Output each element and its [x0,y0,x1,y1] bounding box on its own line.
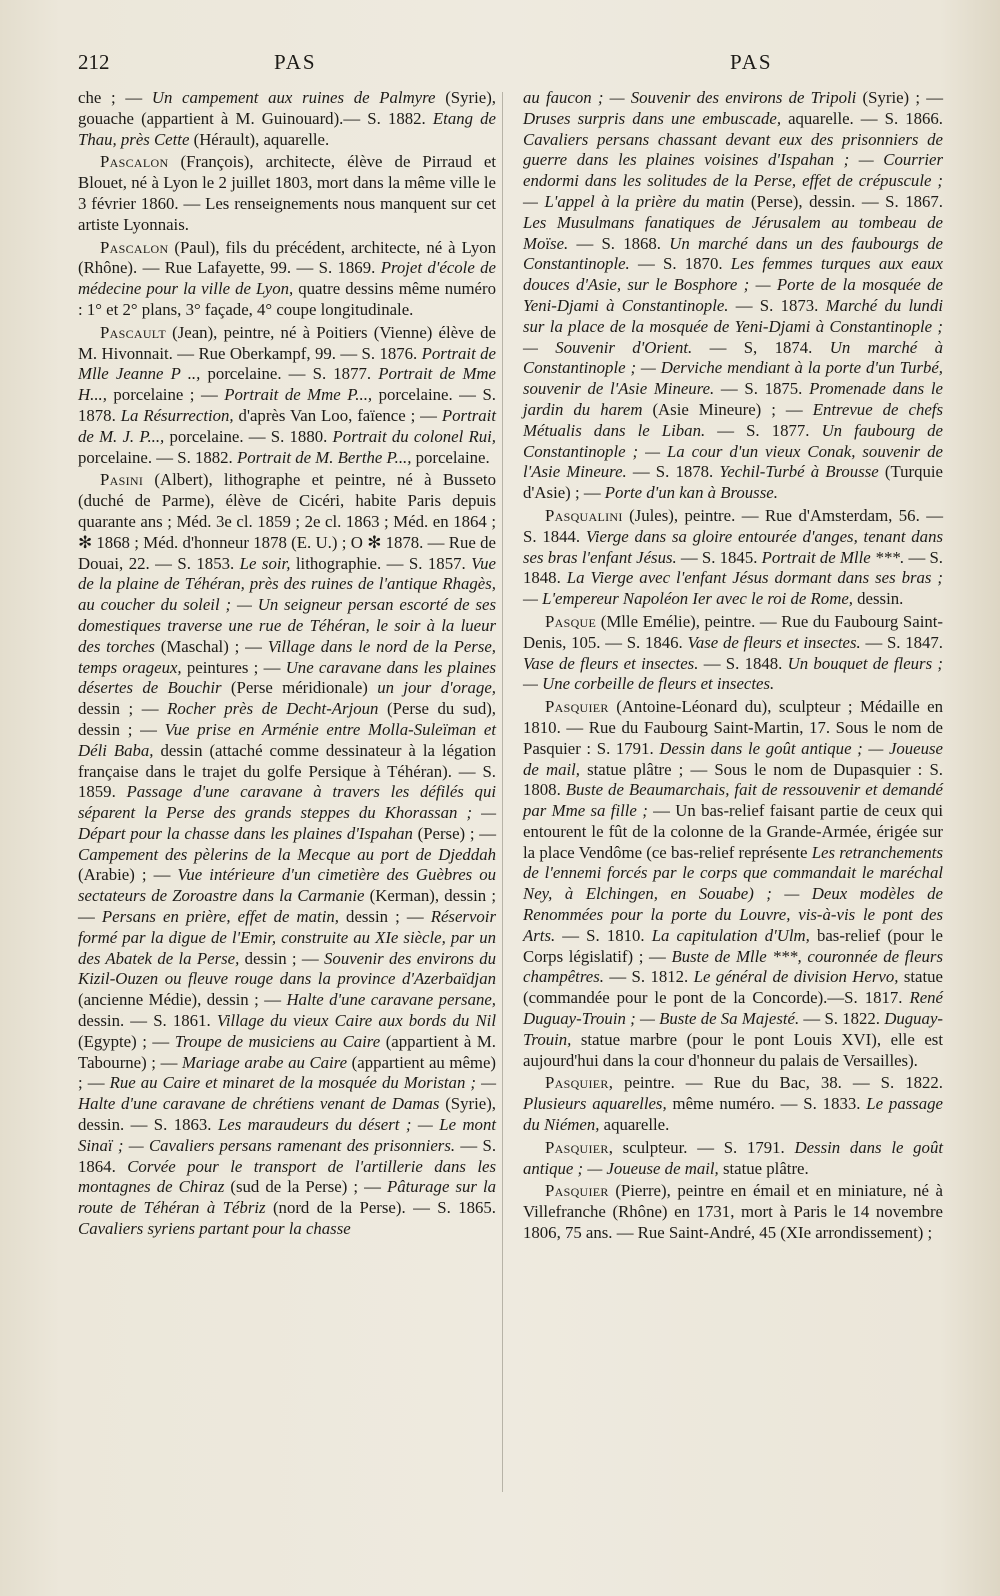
left-column [78,88,496,1242]
artwork-title: Portrait de M. Berthe P..., [236,447,412,467]
artwork-title: Le passage du Niémen, [523,1094,943,1135]
entry-headword: Pasque [545,611,597,631]
dictionary-entry [78,88,496,150]
artwork-title: Portrait du colonel Rui, [332,426,496,446]
artwork-title: Porte d'un kan à Brousse. [604,483,778,503]
entry-text: bas-relief (pour le Corps législatif) ; — [523,925,943,966]
entry-text: (Jean), peintre, né à Poitiers (Vienne) élève de M. Hivonnait. — Rue Oberkampf, 99. — S. 1876. [78,322,496,363]
artwork-title: Les femmes turques aux eaux douces d'Asie, sur le Bosphore ; — Porte de la mosquée de Yeni-Djami à Constantinople. [523,254,943,315]
artwork-title: Un marché à Constantinople ; — Derviche mendiant à la porte d'un Turbé, souvenir de l'Asie Mineure. [523,337,943,399]
entry-text: statue (commandée pour le pont de la Concorde).—S. 1817. [523,967,943,1008]
dictionary-entry [523,506,943,610]
artwork-title: au faucon ; — Souvenir des environs de Tripoli [523,88,857,107]
page-header [0,50,1000,80]
artwork-title: Buste de Mlle ***, couronnée de fleurs champêtres. [523,946,943,987]
entry-text: dessin ; — [239,948,325,968]
entry-text: , peintre. — Rue du Bac, 38. — S. 1822. [608,1073,943,1093]
entry-text: (Syrie), gouache (appartient à M. Guinouard).— S. 1882. [78,88,496,128]
artwork-title: La Vierge avec l'enfant Jésus dormant dans ses bras ; — L'empereur Napoléon Ier avec le roi de Rome, [523,568,944,609]
dictionary-entry [78,238,496,321]
entry-text: — S. 1848. [523,547,943,588]
artwork-title: La Résurrection, [120,405,234,425]
artwork-title: La capitulation d'Ulm, [651,925,810,945]
entry-text: porcelaine ; — [106,385,225,405]
artwork-title: Vue prise en Arménie entre Molla-Suleïman et Déli Baba, [78,719,497,760]
running-head-right: PAS [730,50,773,74]
entry-text: (Syrie) ; — [856,88,943,107]
artwork-title: Cavaliers syriens partant pour la chasse [78,1219,351,1239]
entry-headword: Pasqualini [545,505,623,525]
entry-text: peintures ; — [181,657,286,677]
artwork-title: Mariage arabe au Caire [181,1052,348,1072]
right-column [523,88,943,1246]
entry-text: che ; — [78,88,152,107]
entry-text: , sculpteur. — S. 1791. [608,1137,795,1157]
artwork-title: Portrait de Mlle ***. [761,547,905,567]
entry-text: (Arabie) ; — [78,865,178,885]
entry-text: (Albert), lithographe et peintre, né à Busseto (duché de Parme), élève de Cicéri, habite Paris depuis quarante ans ; Méd. 3e cl. 1859 ; 2e cl. 1863 ; Méd. en 1864 ; ✻ 1868 ; Méd. d'honneur 1878 (E. U.) ; O ✻ 1878. — Rue de Douai, 22. — S. 1853. [78,470,496,573]
entry-headword: Pasquier [545,1073,609,1093]
entry-text: (Perse), dessin. — S. 1867. [744,191,943,211]
entry-text: — S. 1864. [78,1135,497,1176]
entry-text: (Egypte) ; — [78,1031,175,1051]
column-rule [502,92,503,1492]
artwork-title: Portrait de Mlle Jeanne P .., [78,343,496,384]
entry-headword: Pascault [100,322,166,342]
dictionary-entry [523,1138,943,1180]
entry-text: — S. 1822. [799,1009,885,1029]
entry-text: d'après Van Loo, faïence ; — [233,405,442,425]
artwork-title: Entrevue de chefs Métualis dans le Liban. [523,399,943,440]
entry-headword: Pasquier [545,1181,609,1201]
entry-text: (Syrie), dessin. — S. 1863. [78,1094,496,1135]
artwork-title: Un faubourg de Constantinople ; — La cour d'un vieux Conak, souvenir de l'Asie Mineure. [523,420,943,482]
entry-text: (Maschal) ; — [154,636,268,656]
artwork-title: Portrait de Mme P..., [224,385,373,405]
entry-text: (Turquie d'Asie) ; — [523,462,943,503]
artwork-title: Etang de Thau, près Cette [78,108,496,149]
entry-text: (Antoine-Léonard du), sculpteur ; Médaille en 1810. — Rue du Faubourg Saint-Martin, 17. Sous le nom de Pasquier : S. 1791. [523,697,943,758]
artwork-title: Buste de Beaumarchais, fait de ressouvenir et demandé par Mme sa fille ; [523,780,943,821]
artwork-title: Les Musulmans fanatiques de Jérusalem au tombeau de Moïse. [523,212,943,253]
artwork-title: Village du vieux Caire aux bords du Nil [216,1011,496,1031]
artwork-title: Un marché dans un des faubourgs de Constantinople. [523,233,943,274]
entry-text: — S. 1848. [698,653,788,673]
entry-text: (appartient au même) ; — [78,1052,496,1093]
dictionary-entry [523,612,943,695]
artwork-title: Promenade dans le jardin du harem [523,379,943,419]
artwork-title: Pâturage sur la route de Téhéran à Tébriz [78,1177,496,1218]
artwork-title: Rocher près de Decht-Arjoun [167,699,379,719]
dictionary-entry [523,1181,943,1243]
entry-text: dessin (attaché comme dessinateur à la légation française dans le trajet du golfe Persique à Téhéran). — S. 1859. [78,740,496,802]
entry-text: (Kerman), dessin ; — [78,886,496,927]
artwork-title: Portrait de Mme H..., [78,364,496,405]
artwork-title: Halte d'une caravane persane, [286,990,496,1010]
entry-text: (Perse du sud), dessin ; — [78,699,497,739]
entry-text: (nord de la Perse). — S. 1865. [265,1198,496,1218]
artwork-title: Passage d'une caravane à travers les défilés qui séparent la Perse des grands steppes du Khorassan ; — Départ pour la chasse dans les plaines d'Ispahan [78,782,497,843]
artwork-title: Cavaliers persans chassant devant eux des prisonniers de guerre dans les plaines voisines d'Ispahan ; — Courrier endormi dans les solitudes de la Perse, effet de crépuscule ; — L'appel à la prière du matin [523,129,943,211]
artwork-title: Le général de division Hervo, [693,967,899,987]
artwork-title: Village dans le nord de la Perse, temps orageux, [78,636,496,677]
entry-text: — S. 1845. [676,547,762,567]
running-head-left: PAS [274,50,317,74]
artwork-title: Vase de fleurs et insectes. [523,653,699,673]
entry-text: porcelaine. — S. 1880. [164,426,333,446]
artwork-title: Portrait de M. J. P..., [78,405,496,446]
entry-text: (sud de la Perse) ; — [224,1177,387,1197]
entry-text: (Paul), fils du précédent, architecte, né à Lyon (Rhône). — Rue Lafayette, 99. — S. 1869. [78,237,496,278]
artwork-title: Druses surpris dans une embuscade, [523,108,782,128]
artwork-title: Les maraudeurs du désert ; — Le mont Sinaï ; — Cavaliers persans ramenant des prisonniers. [78,1115,497,1155]
artwork-title: Vue intérieure d'un cimetière des Guèbres ou sectateurs de Zoroastre dans la Carmanie [78,865,496,906]
entry-text: — Un bas-relief faisant partie de ceux qui entourent le fût de la colonne de la Grande-Armée, érigée sur la place Vendôme (ce bas-relief représente [523,801,943,862]
entry-headword: Pascalon [100,152,169,172]
entry-text: (appartient à M. Tabourne) ; — [78,1031,496,1072]
entry-text: (Pierre), peintre en émail et en miniature, né à Villefranche (Rhône) en 1731, mort à Paris le 14 novembre 1806, 75 ans. — Rue Saint-André, 45 (XIe arrondissement) ; [523,1181,943,1243]
entry-text: — S. 1810. [555,925,652,945]
entry-text: dessin ; — [338,907,431,927]
entry-text: — S. 1877. [705,420,822,440]
entry-text: quatre dessins même numéro : 1° et 2° plans, 3° façade, 4° coupe longitudinale. [78,279,496,319]
artwork-title: Vue de la plaine de Téhéran, près des ruines de l'antique Rhagès, au coucher du soleil ; — Un seigneur persan escorté de ses domestiques traverse une rue de Téhéran, le soir à la lueur des torches [78,553,496,656]
entry-text: dessin. — S. 1861. [78,1011,217,1031]
entry-headword: Pascalon [100,237,169,257]
artwork-title: Rue au Caire et minaret de la mosquée du Moristan ; — Halte d'une caravane de chrétiens venant de Damas [78,1073,496,1114]
entry-text: — S, 1874. [692,337,830,357]
artwork-title: Yechil-Turbé à Brousse [719,462,879,482]
entry-text: statue plâtre ; — Sous le nom de Dupasquier : S. 1808. [523,759,943,800]
artwork-title: René Duguay-Trouin ; — Buste de Sa Majesté. [523,988,943,1029]
artwork-title: Campement des pèlerins de la Mecque au port de Djeddah [78,844,496,864]
artwork-title: Vase de fleurs et insectes. [687,632,861,652]
entry-text: statue marbre (pour le pont Louis XVI), elle est aujourd'hui dans la cour d'honneur du palais de Versailles). [523,1029,943,1070]
artwork-title: Plusieurs aquarelles, [523,1094,667,1114]
artwork-title: Un campement aux ruines de Palmyre [151,88,436,107]
entry-text: (Asie Mineure) ; — [642,399,813,419]
artwork-title: Dessin dans le goût antique ; — Joueuse de mail, [523,1137,943,1178]
dictionary-entry [523,697,943,1071]
dictionary-entry [78,323,496,469]
entry-headword: Pasini [100,470,144,490]
entry-text: (François), architecte, élève de Pirraud et Blouet, né à Lyon le 2 juillet 1803, mort dans la même ville le 3 février 1860. — Les renseignements nous manquent sur cet artiste Lyonnais. [78,152,496,234]
artwork-title: Corvée pour le transport de l'artillerie dans les montagnes de Chiraz [78,1156,496,1197]
entry-text: aquarelle. — S. 1866. [781,108,943,128]
artwork-title: Souvenir des environs du Kizil-Ouzen ou fleuve rouge dans la province d'Azerbaïdjan [78,948,497,989]
artwork-title: Projet d'école de médecine pour la ville de Lyon, [78,258,496,299]
artwork-title: Troupe de musiciens au Caire [174,1031,381,1051]
artwork-title: Dessin dans le goût antique ; — Joueuse de mail, [523,738,943,779]
artwork-title: Un bouquet de fleurs ; — Une corbeille de fleurs et insectes. [523,653,943,694]
entry-text: dessin. [852,589,904,609]
dictionary-entry [78,152,496,235]
entry-text: — S. 1873. [728,295,826,315]
dictionary-entry [78,470,496,1239]
entry-text: (Mlle Emélie), peintre. — Rue du Faubourg Saint-Denis, 105. — S. 1846. [523,611,943,652]
entry-text: (Perse) ; — [412,823,496,843]
entry-headword: Pasquier [545,1137,609,1157]
entry-text: — S. 1847. [860,632,943,652]
entry-text: dessin ; — [78,699,168,719]
artwork-title: Les retranchements de l'ennemi forcés par le corps que commandait le maréchal Ney, à Elchingen, en Souabe) ; — Deux modèles de Renommées pour la porte du Louvre, vis-à-vis le pont des Arts. [523,842,944,945]
entry-text: — S. 1868. [568,233,670,253]
entry-text: porcelaine. [411,447,490,467]
artwork-title: Réservoir formé par la digue de l'Emir, construite au XIe siècle, par un des Abatek de la Perse, [78,907,496,968]
entry-text: (Jules), peintre. — Rue d'Amsterdam, 56. — S. 1844. [523,505,943,546]
dictionary-entry [523,88,943,504]
entry-text: lithographie. — S. 1857. [290,553,472,573]
entry-text: porcelaine. — S. 1882. [78,447,237,467]
entry-text: — S. 1870. [629,254,731,274]
entry-text: aquarelle. [599,1115,670,1135]
artwork-title: Vierge dans sa gloire entourée d'anges, tenant dans ses bras l'enfant Jésus. [523,526,943,567]
entry-text: porcelaine. — S. 1878. [78,385,496,425]
entry-text: même numéro. — S. 1833. [666,1094,867,1114]
entry-text: (ancienne Médie), dessin ; — [78,990,287,1010]
dictionary-entry [523,1073,943,1135]
artwork-title: un jour d'orage, [377,678,496,698]
entry-text: (Hérault), aquarelle. [189,129,330,149]
entry-text: porcelaine. — S. 1877. [200,364,379,384]
entry-text: — S. 1878. [626,462,720,482]
entry-text: statue plâtre. [718,1158,809,1178]
artwork-title: Persans en prière, effet de matin, [101,907,339,927]
artwork-title: Duguay-Trouin, [523,1009,943,1049]
entry-headword: Pasquier [545,697,609,717]
page-number: 212 [78,50,110,74]
artwork-title: Le soir, [239,553,291,573]
entry-text: (Perse méridionale) [221,678,378,698]
entry-text: — S. 1812. [603,967,694,987]
artwork-title: Une caravane dans les plaines désertes de Bouchir [78,657,497,698]
entry-text: — S. 1875. [714,379,810,399]
artwork-title: Marché du lundi sur la place de la mosquée de Yeni-Djami à Constantinople ; — Souvenir d'Orient. [523,295,943,357]
